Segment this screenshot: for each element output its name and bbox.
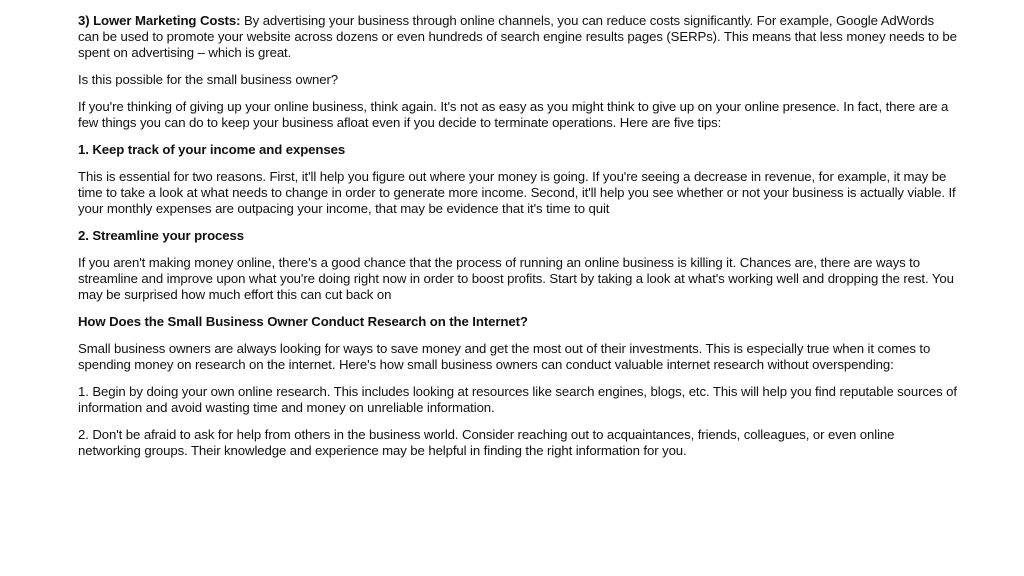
heading-research: How Does the Small Business Owner Conduct Research on the Internet? [78, 314, 528, 329]
paragraph-tip-1: This is essential for two reasons. First, it'll help you figure out where your money is going. If you're seeing a decrease in revenue, for example, it may be time to take a look at what needs to change in order to generate more income. Second, it'll help you see whether or not your business is actually viable. If your monthly expenses are outpacing your income, that may be evidence that it's time to quit [78, 168, 956, 217]
list-item-research-step-1: 1. Begin by doing your own online research. This includes looking at resources like search engines, blogs, etc. This will help you find reputable sources of information and avoid wasting time and money on unreliable information. [78, 383, 957, 415]
paragraph-tip-2: If you aren't making money online, there's a good chance that the process of running an online business is killing it. Chances are, there are ways to streamline and improve upon what you're doing right now in order to boost profits. Start by taking a look at what's working well and dropping the rest. You may be surprised how much effort this can cut back on [78, 254, 954, 303]
paragraph-research-intro: Small business owners are always looking for ways to save money and get the most out of their investments. This is especially true when it comes to spending money on research on the internet. Here's how small business owners can conduct valuable internet research without overspending: [78, 340, 931, 372]
lead-lower-marketing-costs: 3) Lower Marketing Costs: [78, 13, 241, 28]
paragraph-question: Is this possible for the small business owner? [78, 72, 339, 88]
paragraph-giving-up: If you're thinking of giving up your online business, think again. It's not as easy as you might think to give up on your online presence. In fact, there are a few things you can do to keep your business afloat even if you decide to terminate operations. Here are five tips: [78, 99, 949, 131]
paragraph-lower-marketing-costs [78, 13, 958, 62]
list-item-research-step-2: 2. Don't be afraid to ask for help from others in the business world. Consider reaching out to acquaintances, friends, colleagues, or even online networking groups. Their knowledge and experience may be helpful in finding the right information for you. [78, 426, 895, 458]
heading-tip-1: 1. Keep track of your income and expenses [78, 142, 346, 157]
document-body [78, 13, 958, 470]
text-lower-marketing-costs: By advertising your business through online channels, you can reduce costs significantly. For example, Google AdWords can be used to promote your website across dozens or even hundreds of search engine results pages (SERPs). This means that less money needs to be spent on advertising – which is great. [78, 13, 957, 61]
heading-tip-2: 2. Streamline your process [78, 228, 244, 243]
